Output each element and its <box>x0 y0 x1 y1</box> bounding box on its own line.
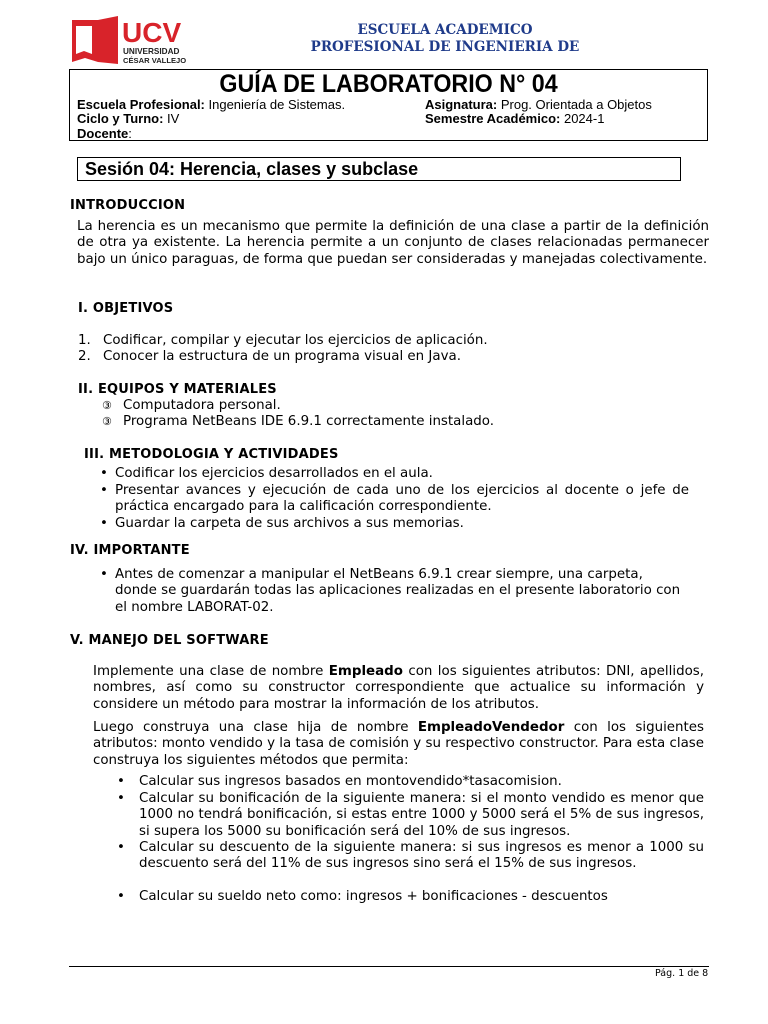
p2-before: Luego construya una clase hija de nombre <box>93 720 418 735</box>
footer-divider <box>69 966 709 967</box>
class-name-empleado: Empleado <box>328 664 403 679</box>
logo-line1: UNIVERSIDAD <box>123 47 180 56</box>
importante-text: Antes de comenzar a manipular el NetBeans 6.9.1 crear siempre, una carpeta, donde se guardarán todas las aplicaciones realizadas en el presente laboratorio con el nombre LABORAT-02. <box>115 567 681 615</box>
p2-after: con los siguientes atributos: monto vendido y la tasa de comisión y su respectivo constructor. Para esta clase construya los siguientes métodos que permita: <box>93 720 705 768</box>
ciclo-line <box>77 111 179 127</box>
header-line1: ESCUELA ACADEMICO <box>357 22 533 38</box>
bullet-icon: • <box>117 791 125 806</box>
software-item-text: Calcular sus ingresos basados en montovendido*tasacomision. <box>139 774 562 789</box>
escuela-value: Ingeniería de Sistemas. <box>204 97 346 112</box>
semestre-value: 2024-1 <box>560 111 605 126</box>
objetivo-item <box>78 333 708 350</box>
software-heading: V. MANEJO DEL SOFTWARE <box>70 633 269 648</box>
bullet-icon: • <box>117 889 125 904</box>
asignatura-label: Asignatura: <box>425 97 498 112</box>
software-item <box>117 774 704 790</box>
importante-item <box>100 567 689 616</box>
bullet-icon: • <box>117 840 125 855</box>
ciclo-value: IV <box>163 111 180 126</box>
bullet-icon: • <box>100 483 108 498</box>
equipo-text: Programa NetBeans IDE 6.9.1 correctamente instalado. <box>123 414 495 429</box>
metodologia-text: Presentar avances y ejecución de cada uno de los ejercicios al docente o jefe de práctica encargado para la calificación correspondiente. <box>115 483 689 515</box>
objetivo-text: Codificar, compilar y ejecutar los ejercicios de aplicación. <box>103 333 488 348</box>
metodologia-text: Codificar los ejercicios desarrollados en el aula. <box>115 466 433 481</box>
importante-heading: IV. IMPORTANTE <box>70 543 190 558</box>
p1-before: Implemente una clase de nombre <box>93 664 329 679</box>
semestre-label: Semestre Académico: <box>425 111 561 126</box>
intro-heading: INTRODUCCION <box>70 198 186 213</box>
university-logo <box>70 14 200 66</box>
objetivo-item <box>78 349 708 366</box>
software-paragraph-1 <box>93 664 704 713</box>
software-item-text: Calcular su bonificación de la siguiente manera: si el monto vendido es menor que 1000 no tendrá bonificación, si estas entre 1000 y 5000 será el 5% de sus ingresos, si supera los 5000 su bonificación será del 10% de sus ingresos. <box>139 791 704 839</box>
equipo-item <box>102 414 702 431</box>
objetivo-text: Conocer la estructura de un programa visual en Java. <box>103 349 461 364</box>
docente-label: Docente <box>77 126 129 141</box>
logo-line2: CÉSAR VALLEJO <box>123 56 187 65</box>
software-paragraph-2 <box>93 720 704 769</box>
objetivos-heading: I. OBJETIVOS <box>78 301 174 316</box>
objetivo-number: 1. <box>78 333 91 348</box>
lab-title: GUÍA DE LABORATORIO N° 04 <box>219 70 558 98</box>
p1-after: con los siguientes atributos: DNI, apellidos, nombres, así como su constructor correspondiente que actualice su información y considere un método para mostrar la información de los atributos. <box>93 664 704 712</box>
intro-paragraph: La herencia es un mecanismo que permite la definición de una clase a partir de la definición de otra ya existente. La herencia permite a un conjunto de clases relacionadas permanecer bajo un único paraguas, de forma que puedan ser consideradas y manejadas colectivamente. <box>77 219 709 267</box>
equipo-item <box>102 398 702 415</box>
page-number: Pág. 1 de 8 <box>655 968 709 979</box>
metodologia-item <box>100 483 689 516</box>
lab-info-box <box>69 69 708 141</box>
metodologia-heading: III. METODOLOGIA Y ACTIVIDADES <box>84 447 339 462</box>
metodologia-item <box>100 466 689 482</box>
class-name-empleado-vendedor: EmpleadoVendedor <box>417 720 565 735</box>
escuela-label: Escuela Profesional: <box>77 97 205 112</box>
software-item-text: Calcular su sueldo neto como: ingresos + bonificaciones - descuentos <box>139 889 608 904</box>
bullet-icon: • <box>100 567 108 582</box>
metodologia-item <box>100 516 689 532</box>
software-item <box>117 889 704 905</box>
equipo-text: Computadora personal. <box>123 398 281 413</box>
ciclo-label: Ciclo y Turno: <box>77 111 164 126</box>
semestre-line <box>425 111 604 127</box>
bullet-icon: • <box>117 774 125 789</box>
docente-line <box>77 126 132 142</box>
bullet-icon: • <box>100 466 108 481</box>
header-line2: PROFESIONAL DE INGENIERIA DE <box>310 39 580 55</box>
docente-value: : <box>128 126 132 141</box>
session-title: Sesión 04: Herencia, clases y subclase <box>77 157 681 181</box>
logo-brand: UCV <box>122 17 182 48</box>
software-item <box>117 791 704 840</box>
school-header <box>250 22 640 56</box>
bullet-icon: • <box>100 516 108 531</box>
equipo-marker-icon: ③ <box>102 399 112 412</box>
metodologia-text: Guardar la carpeta de sus archivos a sus memorias. <box>115 516 464 531</box>
objetivo-number: 2. <box>78 349 91 364</box>
software-item <box>117 840 704 873</box>
equipos-heading: II. EQUIPOS Y MATERIALES <box>78 382 277 397</box>
asignatura-value: Prog. Orientada a Objetos <box>497 97 652 112</box>
software-item-text: Calcular su descuento de la siguiente manera: si sus ingresos es menor a 1000 su descuento será del 11% de sus ingresos sino será el 15% de sus ingresos. <box>139 840 704 872</box>
equipo-marker-icon: ③ <box>102 415 112 428</box>
ucv-shield-icon <box>70 14 200 66</box>
